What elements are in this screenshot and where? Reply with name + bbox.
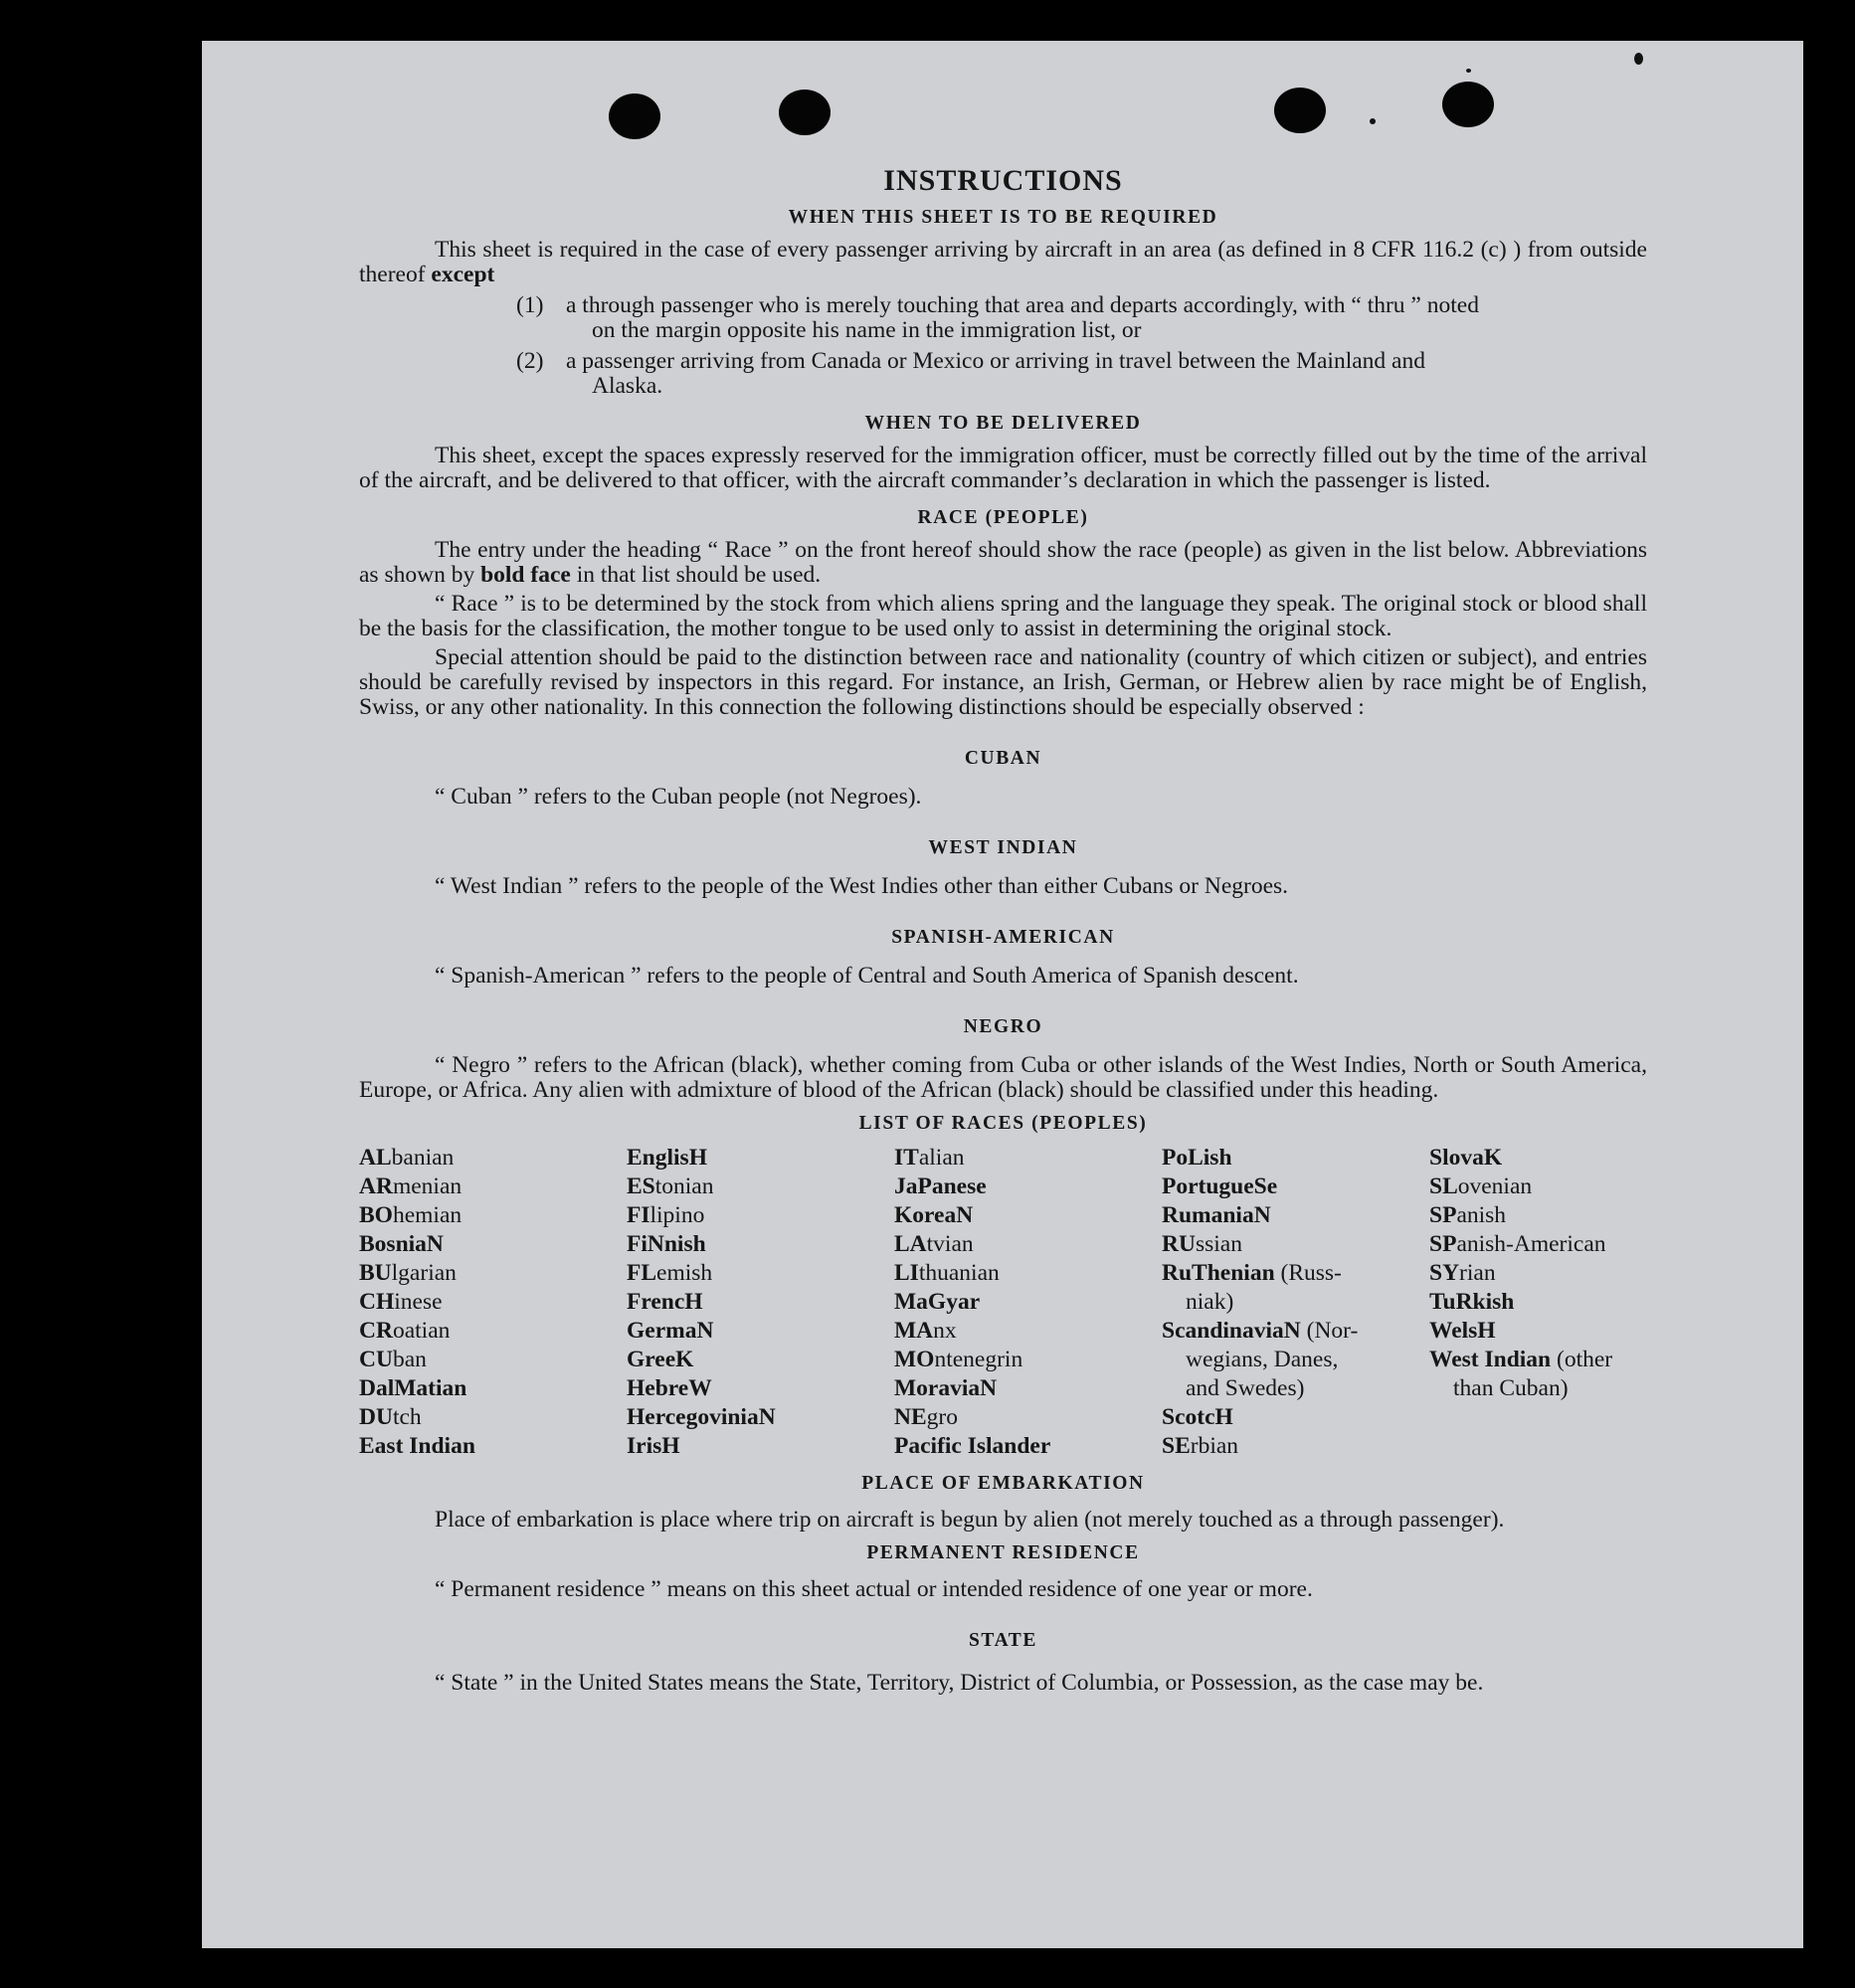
speck	[1370, 118, 1376, 124]
instructions-content	[359, 164, 1647, 1700]
races-column	[359, 1144, 627, 1461]
section-heading-embarkation: PLACE OF EMBARKATION	[861, 1473, 1145, 1494]
races-column	[627, 1144, 894, 1461]
race-entry: Pacific Islander	[894, 1433, 1051, 1459]
state-text: “ State ” in the United States means the State, Territory, District of Columbia, or Possession, as the case may be.	[435, 1670, 1484, 1696]
race-entry: SPanish-American	[1429, 1231, 1606, 1257]
race-entry: ScotcH	[1162, 1404, 1233, 1430]
race-entry: SPanish	[1429, 1202, 1507, 1228]
race-entry: LIthuanian	[894, 1260, 1000, 1286]
race-entry: BUlgarian	[359, 1260, 457, 1286]
races-column	[1429, 1144, 1668, 1461]
punch-hole	[1442, 82, 1494, 127]
race-entry: RumaniaN	[1162, 1202, 1271, 1228]
race-entry: MOntenegrin	[894, 1347, 1023, 1372]
cuban-text: “ Cuban ” refers to the Cuban people (not Negroes).	[435, 784, 922, 810]
race-entry: DalMatian	[359, 1375, 467, 1401]
section-heading-permanent-residence: PERMANENT RESIDENCE	[866, 1542, 1140, 1563]
section-heading-state: STATE	[968, 1630, 1038, 1651]
race-entry: CUban	[359, 1347, 427, 1372]
required-intro: This sheet is required in the case of every passenger arriving by aircraft in an area (as defined in 8 CFR 116.2 (c) ) from outside thereof except	[359, 237, 1647, 287]
race-entry: DUtch	[359, 1404, 422, 1430]
race-entry: GreeK	[627, 1347, 694, 1372]
speck	[1466, 69, 1471, 73]
race-entry: than Cuban)	[1453, 1375, 1569, 1401]
exception-item-2: (2) a passenger arriving from Canada or Mexico or arriving in travel between the Mainland and Alaska.	[516, 348, 1425, 399]
race-entry: SLovenian	[1429, 1174, 1533, 1199]
race-entry: MaGyar	[894, 1289, 981, 1315]
races-column	[894, 1144, 1162, 1461]
section-heading-when-required: WHEN THIS SHEET IS TO BE REQUIRED	[788, 207, 1218, 228]
race-entry: CHinese	[359, 1289, 443, 1315]
race-paragraph-2: “ Race ” is to be determined by the stock from which aliens spring and the language they speak. The original stock or blood shall be the basis for the classification, the mother tongue to be used only to assist in determining the original stock.	[359, 591, 1647, 641]
race-entry: PortugueSe	[1162, 1174, 1278, 1199]
race-entry: LAtvian	[894, 1231, 974, 1257]
race-entry: East Indian	[359, 1433, 475, 1459]
west-indian-text: “ West Indian ” refers to the people of the West Indies other than either Cubans or Negroes.	[435, 873, 1289, 899]
race-entry: WelsH	[1429, 1318, 1496, 1344]
race-entry: BOhemian	[359, 1202, 463, 1228]
speck	[1634, 53, 1643, 65]
section-heading-cuban: CUBAN	[964, 748, 1042, 769]
race-entry: BosniaN	[359, 1231, 444, 1257]
section-heading-spanish-american: SPANISH-AMERICAN	[891, 927, 1115, 948]
race-entry: CRoatian	[359, 1318, 451, 1344]
race-entry: and Swedes)	[1186, 1375, 1305, 1401]
race-entry: JaPanese	[894, 1174, 987, 1199]
race-paragraph-1: The entry under the heading “ Race ” on the front hereof should show the race (people) as given in the list below. Abbreviations as shown by bold face in that list should be used.	[359, 537, 1647, 588]
race-entry: RUssian	[1162, 1231, 1242, 1257]
race-entry: FIlipino	[627, 1202, 705, 1228]
race-entry: FrencH	[627, 1289, 703, 1315]
exception-item-1: (1) a through passenger who is merely touching that area and departs accordingly, with “ thru ” noted on the margin opposite his name in the immigration list, or	[516, 292, 1479, 343]
race-entry: NEgro	[894, 1404, 958, 1430]
section-heading-when-delivered: WHEN TO BE DELIVERED	[864, 413, 1142, 434]
race-entry: SYrian	[1429, 1260, 1496, 1286]
race-entry: HercegoviniaN	[627, 1404, 776, 1430]
race-entry: FLemish	[627, 1260, 713, 1286]
race-entry: IrisH	[627, 1433, 680, 1459]
race-entry: ALbanian	[359, 1145, 455, 1171]
document-sheet	[202, 41, 1803, 1948]
punch-hole	[1274, 88, 1326, 133]
race-entry: MoraviaN	[894, 1375, 998, 1401]
race-entry: SlovaK	[1429, 1145, 1503, 1171]
race-entry: wegians, Danes,	[1186, 1347, 1339, 1372]
race-entry: PoLish	[1162, 1145, 1232, 1171]
negro-text: “ Negro ” refers to the African (black), whether coming from Cuba or other islands of the West Indies, North or South America, Europe, or Africa. Any alien with admixture of blood of the African (black) should be classified under this heading.	[359, 1052, 1647, 1103]
race-entry: RuThenian (Russ-	[1162, 1260, 1342, 1286]
section-heading-west-indian: WEST INDIAN	[928, 837, 1078, 858]
race-entry: West Indian (other	[1429, 1347, 1613, 1372]
race-entry: MAnx	[894, 1318, 957, 1344]
race-entry: HebreW	[627, 1375, 712, 1401]
delivery-text: This sheet, except the spaces expressly reserved for the immigration officer, must be correctly filled out by the time of the arrival of the aircraft, and be delivered to that officer, with the aircraft commander’s declaration in which the passenger is listed.	[359, 443, 1647, 493]
races-list	[359, 1144, 1647, 1461]
race-entry: ITalian	[894, 1145, 965, 1171]
embarkation-text: Place of embarkation is place where trip on aircraft is begun by alien (not merely touched as a through passenger).	[435, 1507, 1505, 1533]
punch-hole	[779, 90, 831, 135]
race-entry: ScandinaviaN (Nor-	[1162, 1318, 1359, 1344]
race-entry: KoreaN	[894, 1202, 974, 1228]
page-title: INSTRUCTIONS	[883, 164, 1123, 197]
race-paragraph-3: Special attention should be paid to the distinction between race and nationality (country of which citizen or subject), and entries should be carefully revised by inspectors in this regard. For instance, an Irish, German, or Hebrew alien by race might be of English, Swiss, or any other nationality. In this connection the following distinctions should be especially observed :	[359, 644, 1647, 720]
race-entry: niak)	[1186, 1289, 1234, 1315]
races-column	[1162, 1144, 1429, 1461]
permanent-residence-text: “ Permanent residence ” means on this sheet actual or intended residence of one year or more.	[435, 1576, 1313, 1602]
race-entry: SErbian	[1162, 1433, 1239, 1459]
race-entry: ARmenian	[359, 1174, 463, 1199]
race-entry: TuRkish	[1429, 1289, 1515, 1315]
spanish-american-text: “ Spanish-American ” refers to the people of Central and South America of Spanish descent.	[435, 963, 1299, 989]
punch-hole	[609, 93, 660, 139]
section-heading-list-of-races: LIST OF RACES (PEOPLES)	[858, 1113, 1148, 1134]
race-entry: FiNnish	[627, 1231, 706, 1257]
race-entry: EnglisH	[627, 1145, 707, 1171]
race-entry: EStonian	[627, 1174, 714, 1199]
section-heading-negro: NEGRO	[963, 1016, 1043, 1037]
race-entry: GermaN	[627, 1318, 714, 1344]
section-heading-race: RACE (PEOPLE)	[917, 507, 1089, 528]
